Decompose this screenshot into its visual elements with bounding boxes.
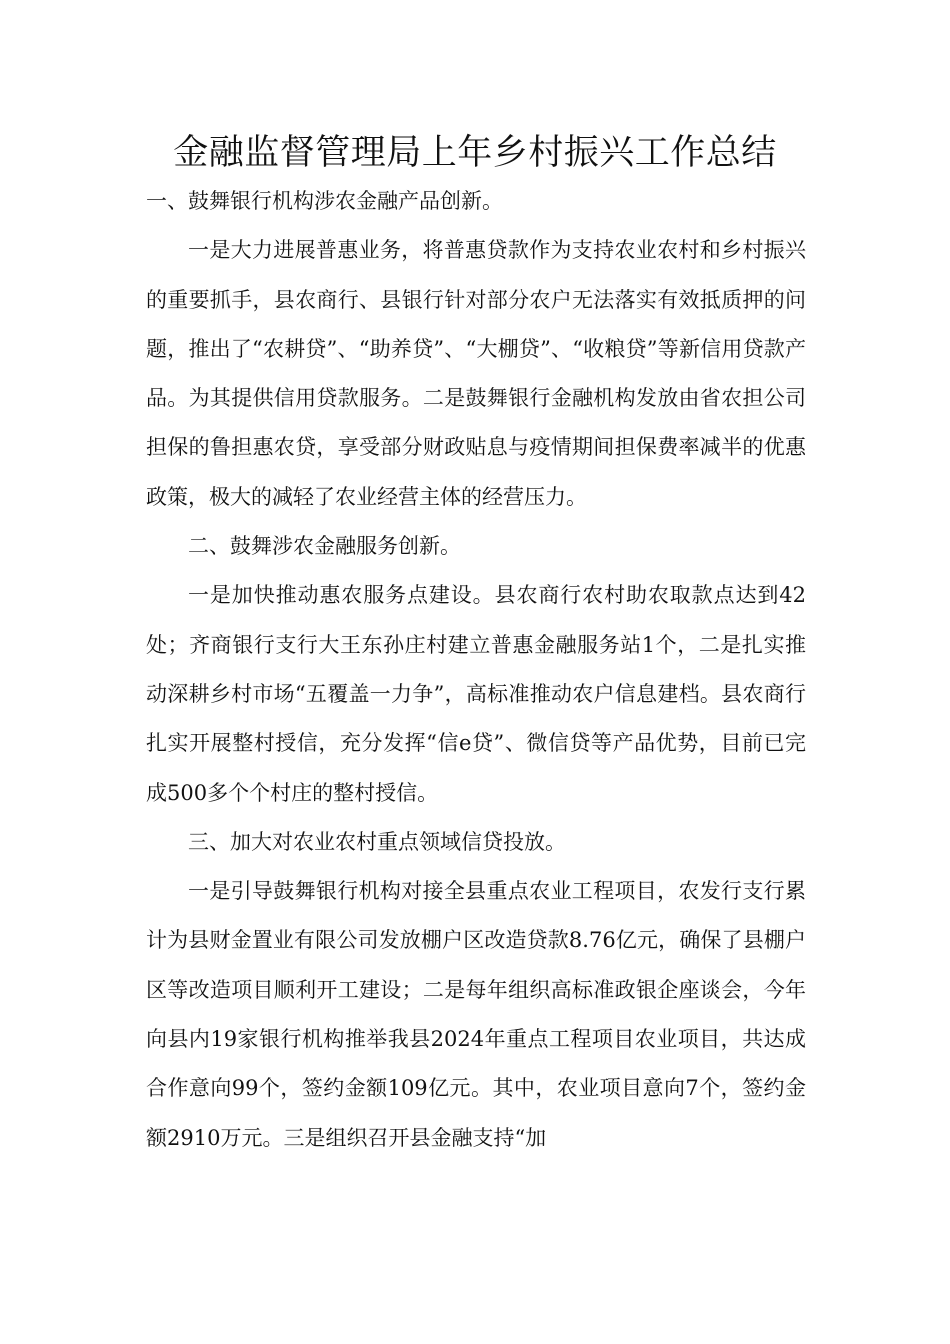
document-title: 金融监督管理局上年乡村振兴工作总结 — [173, 133, 777, 173]
document-body — [146, 177, 806, 1163]
paragraph-1: 一是大力进展普惠业务，将普惠贷款作为支持农业农村和乡村振兴的重要抓手，县农商行、县银行针对部分农户无法落实有效抵质押的问题，推出了“农耕贷”、“助养贷”、“大棚贷”、“收粮贷”等新信用贷款产品。为其提供信用贷款服务。二是鼓舞银行金融机构发放由省农担公司担保的鲁担惠农贷，享受部分财政贴息与疫情期间担保费率减半的优惠政策，极大的减轻了农业经营主体的经营压力。 — [146, 238, 806, 509]
section-heading-3: 三、加大对农业农村重点领域信贷投放。 — [188, 829, 566, 854]
section-heading-1: 一、鼓舞银行机构涉农金融产品创新。 — [146, 189, 503, 213]
paragraph-2: 一是加快推动惠农服务点建设。县农商行农村助农取款点达到42处；齐商银行支行大王东孙庄村建立普惠金融服务站1个，二是扎实推动深耕乡村市场“五覆盖一力争”，高标准推动农户信息建档。县农商行扎实开展整村授信，充分发挥“信e贷”、微信贷等产品优势，目前已完成500多个个村庄的整村授信。 — [146, 583, 806, 805]
paragraph-3: 一是引导鼓舞银行机构对接全县重点农业工程项目，农发行支行累计为县财金置业有限公司发放棚户区改造贷款8.76亿元，确保了县棚户区等改造项目顺利开工建设；二是每年组织高标准政银企座谈会，今年向县内19家银行机构推举我县2024年重点工程项目农业项目，共达成合作意向99个，签约金额109亿元。其中，农业项目意向7个，签约金额2910万元。三是组织召开县金融支持“加 — [146, 879, 806, 1150]
section-heading-2: 二、鼓舞涉农金融服务创新。 — [188, 534, 461, 559]
